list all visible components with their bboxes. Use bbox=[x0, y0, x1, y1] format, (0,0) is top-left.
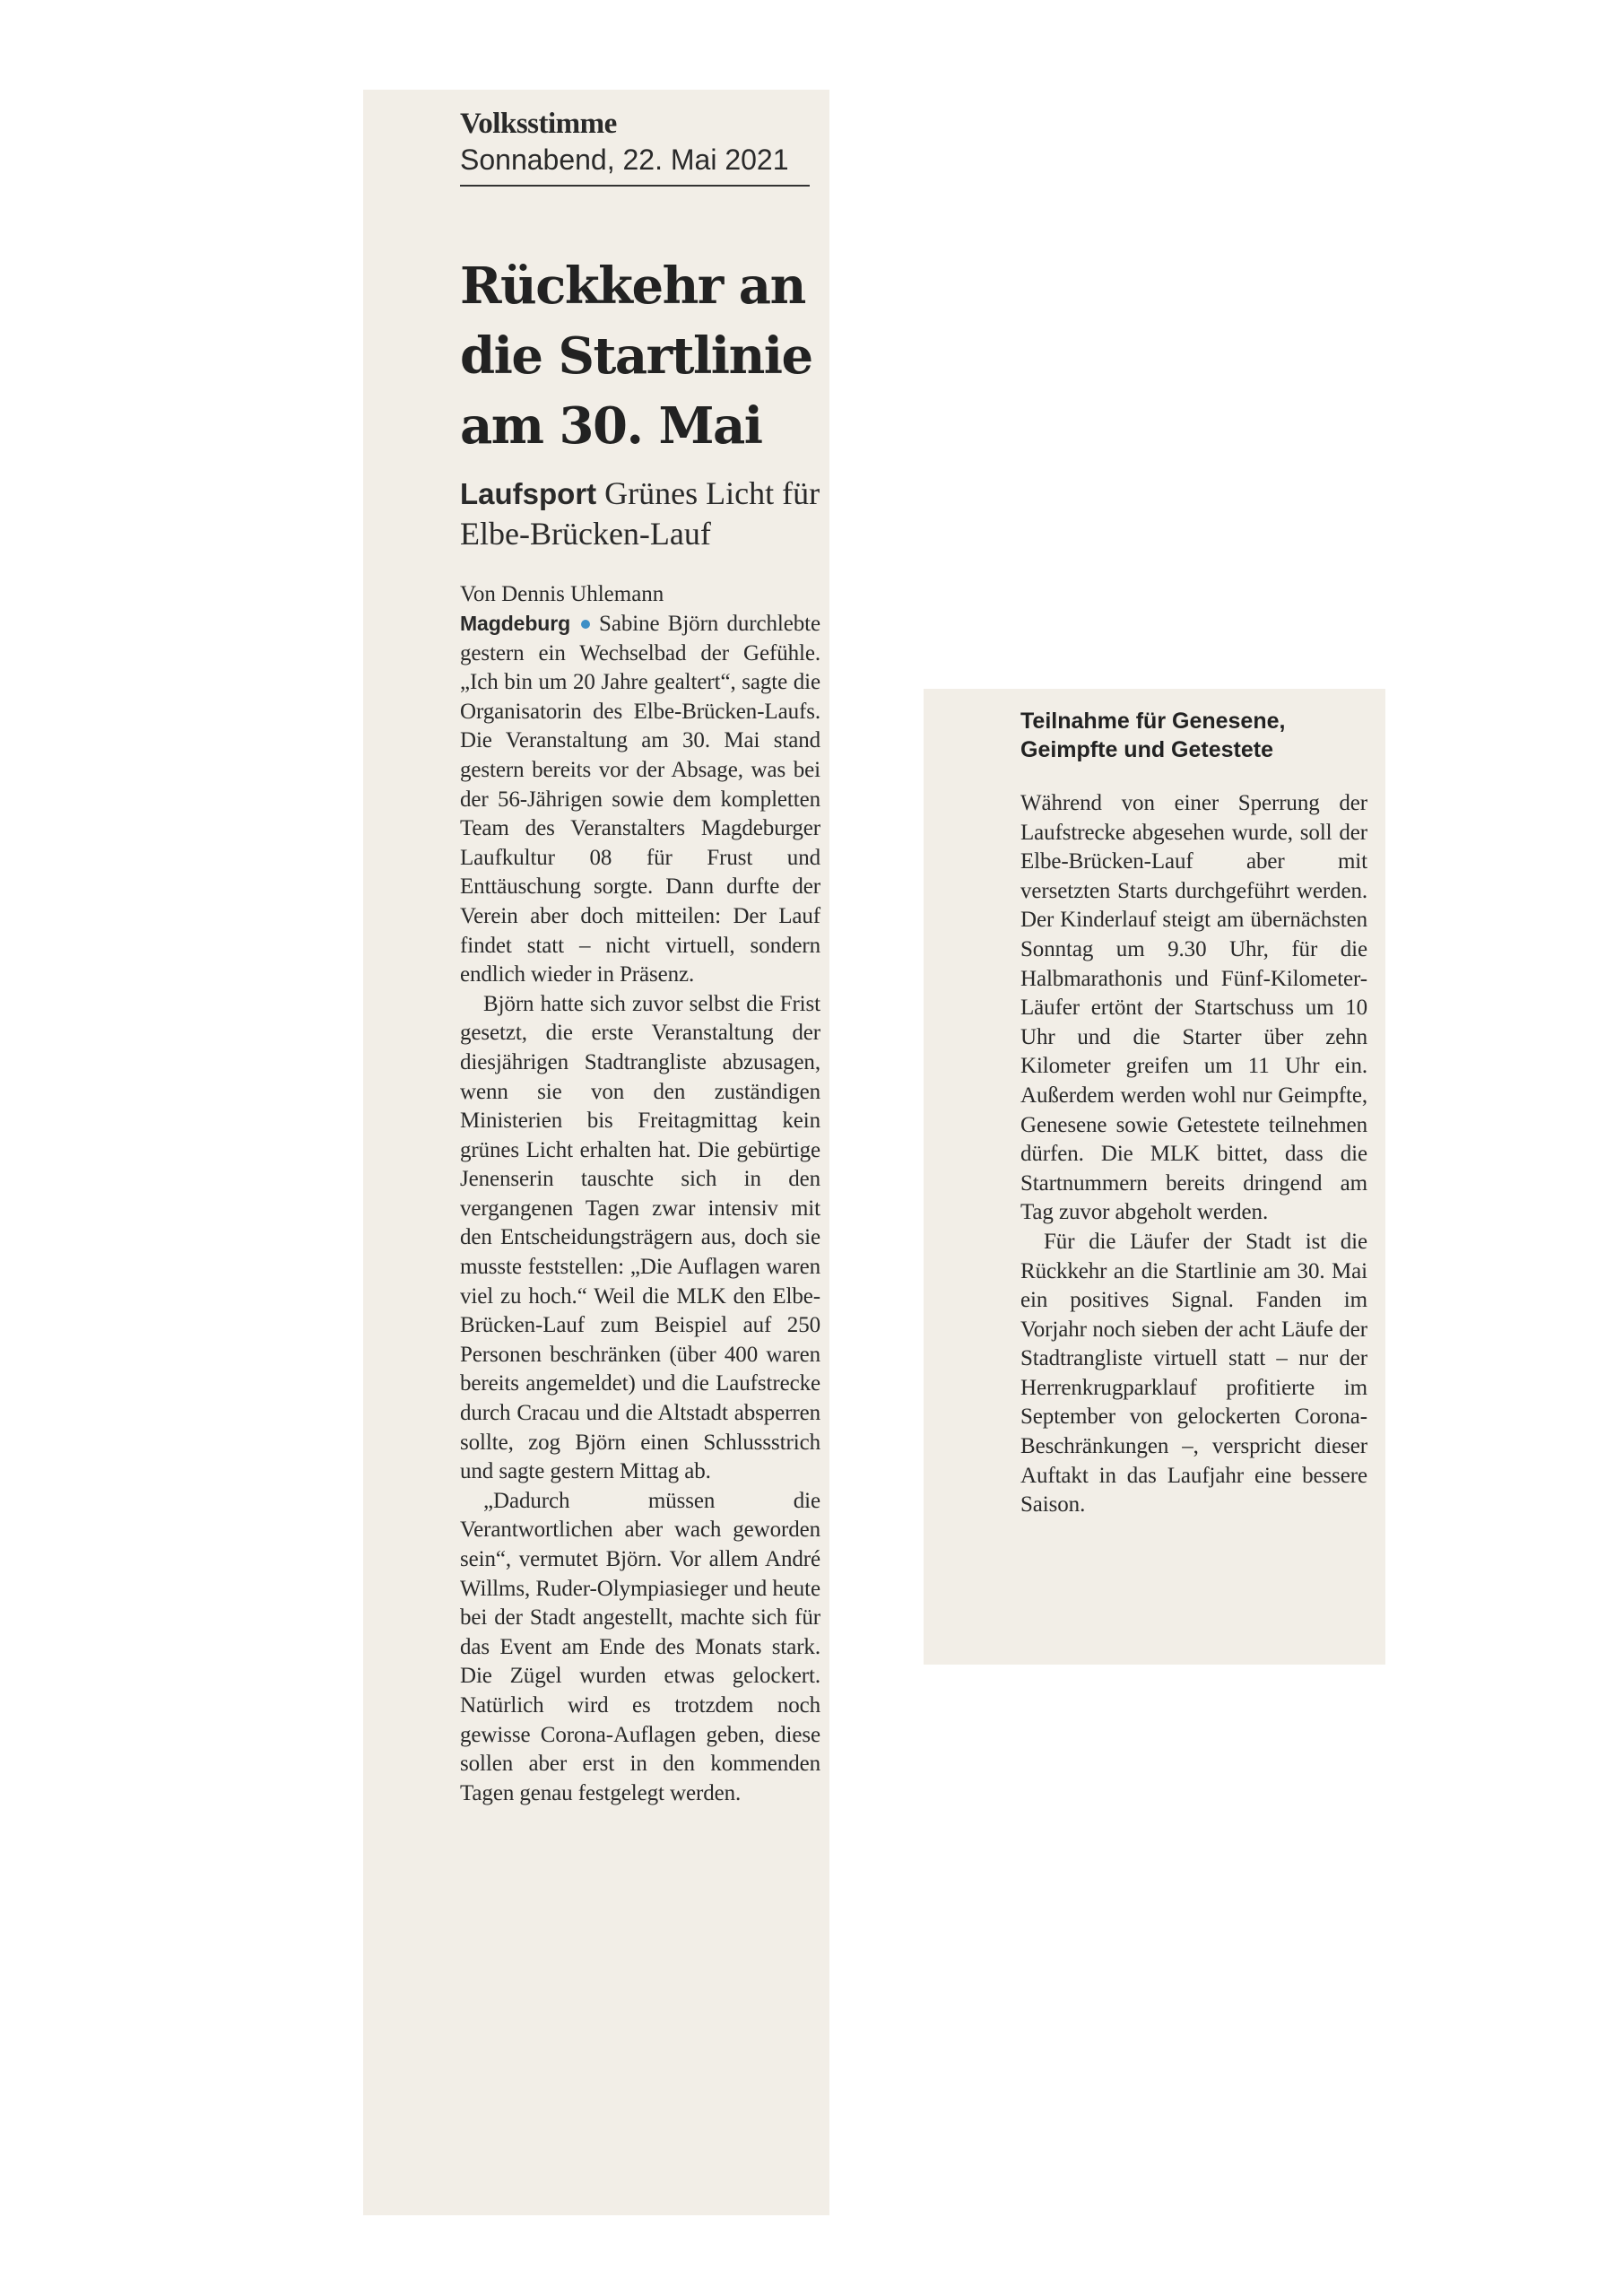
article-paragraph: „Dadurch müssen die Verantwortlichen aber wach geworden sein“, vermutet Björn. Vor allem André Willms, Ruder-Olympiasieger und heute bei der Stadt angestellt, machte sich für das Event am Ende des Monats stark. Die Zügel wurden etwas gelockert. Natürlich wird es trotzdem noch gewisse Corona-Auflagen geben, diese sollen aber erst in den kommenden Tagen genau festgelegt werden. bbox=[460, 1488, 820, 1805]
sidebar-paragraph: Für die Läufer der Stadt ist die Rückkehr an die Startlinie am 30. Mai ein positives Signal. Fanden im Vorjahr noch sieben der acht Läufe der Stadtrangliste virtuell statt – nur der Herrenkrugparklauf profitierte im September von gelockerten Corona-Beschränkungen –, verspricht dieser Auftakt in das Laufjahr eine bessere Saison. bbox=[1020, 1229, 1367, 1518]
article-paragraph bbox=[460, 609, 820, 990]
publication-date: Sonnabend, 22. Mai 2021 bbox=[460, 142, 810, 187]
headline-line: die Startlinie bbox=[460, 326, 812, 386]
author-byline: Von Dennis Uhlemann bbox=[460, 582, 664, 606]
article-subheadline bbox=[460, 474, 820, 553]
sidebar-title: Teilnahme für Genesene, Geimpfte und Getestete bbox=[1020, 709, 1286, 762]
headline-line: am 30. Mai bbox=[460, 396, 762, 456]
dateline: Magdeburg bbox=[460, 612, 571, 635]
headline-line: Rückkehr an bbox=[460, 257, 805, 316]
sidebar-paragraph: Während von einer Sperrung der Laufstrecke abgesehen wurde, soll der Elbe-Brücken-Lauf aber mit versetzten Starts durchgeführt werden. Der Kinderlauf steigt am übernächsten Sonntag um 9.30 Uhr, für die Halbmarathonis und Fünf-Kilometer-Läufer ertönt der Startschuss um 10 Uhr und die Starter über zehn Kilometer greifen um 11 Uhr ein. Außerdem werden wohl nur Geimpfte, Genesene sowie Getestete teilnehmen dürfen. Die MLK bittet, dass die Startnummern bereits dringend am Tag zuvor abgeholt werden. bbox=[1020, 791, 1367, 1225]
dateline-bullet-icon bbox=[581, 620, 590, 629]
newspaper-name: Volksstimme bbox=[460, 108, 617, 140]
paragraph-text: Sabine Björn durchlebte gestern ein Wechselbad der Gefühle. „Ich bin um 20 Jahre gealtert“, sagte die Organisatorin des Elbe-Brücken-Laufs. Die Veranstaltung am 30. Mai stand gestern bereits vor der Absage, was bei der 56-Jährigen sowie dem kompletten Team des Veranstalters Magdeburger Laufkultur 08 für Frust und Enttäuschung sorgte. Dann durfte der Verein aber doch mitteilen: Der Lauf findet statt – nicht virtuell, sondern endlich wieder in Präsenz. bbox=[460, 612, 820, 987]
article-paragraph: Björn hatte sich zuvor selbst die Frist gesetzt, die erste Veranstaltung der diesjährigen Stadtrangliste abzusagen, wenn sie von den zuständigen Ministerien bis Freitagmittag kein grünes Licht erhalten hat. Die gebürtige Jenenserin tauschte sich in den vergangenen Tagen zwar intensiv mit den Entscheidungsträgern aus, doch sie musste feststellen: „Die Auflagen waren viel zu hoch.“ Weil die MLK den Elbe-Brücken-Lauf zum Beispiel auf 250 Personen beschränken (über 400 waren bereits angemeldet) und die Laufstrecke durch Cracau und die Altstadt absperren sollte, zog Björn einen Schlussstrich und sagte gestern Mittag ab. bbox=[460, 991, 820, 1484]
section-kicker: Laufsport bbox=[460, 477, 597, 510]
subheadline-text: Grünes Licht für Elbe-Brücken-Lauf bbox=[460, 475, 820, 552]
sidebar-clipping bbox=[924, 689, 1385, 1665]
article-headline bbox=[460, 251, 820, 461]
main-article-clipping bbox=[363, 90, 829, 2215]
